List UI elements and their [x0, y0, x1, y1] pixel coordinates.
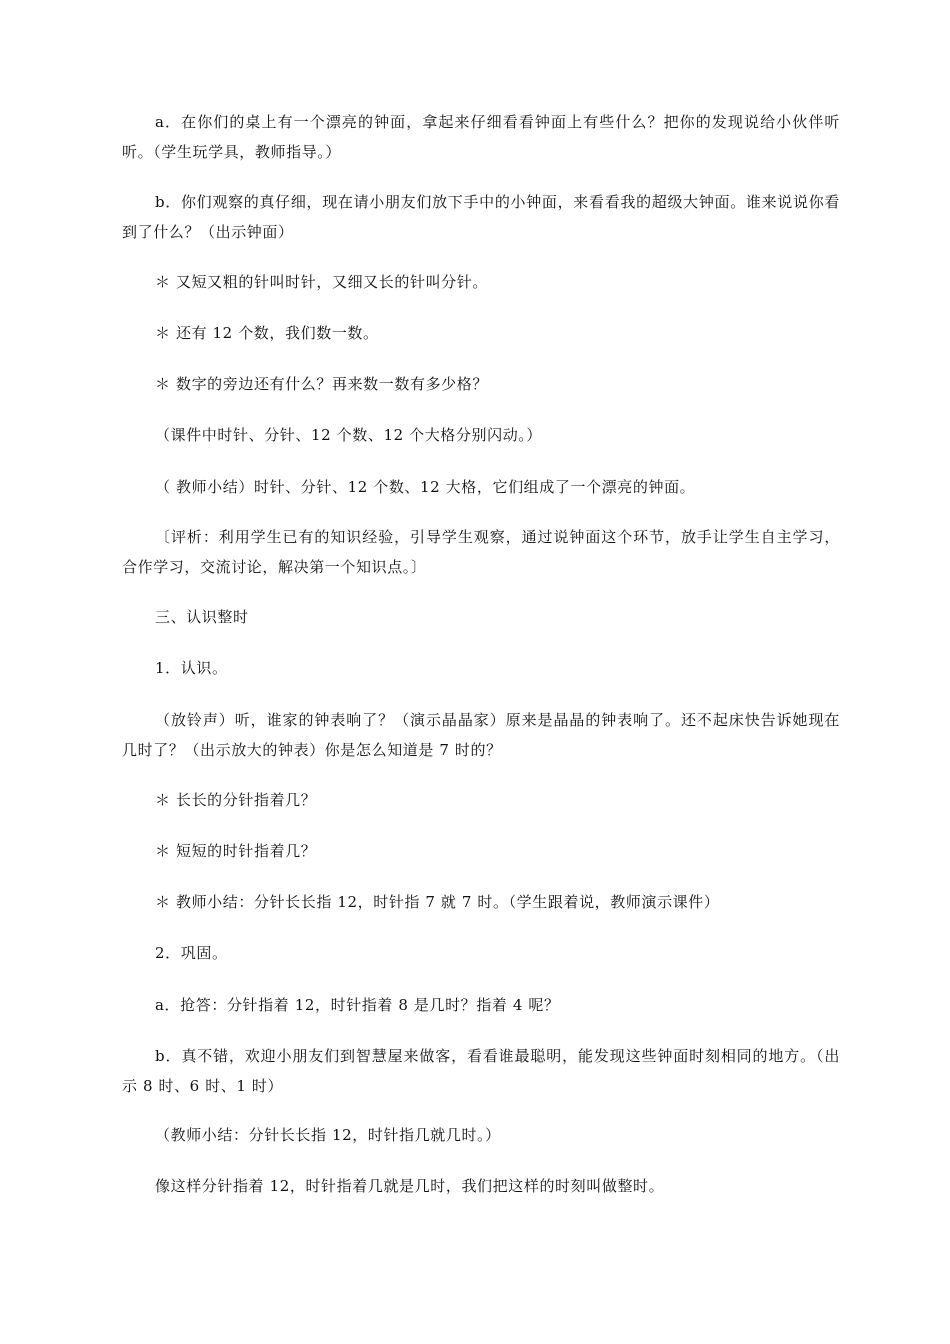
paragraph-b-wisdom-house: b．真不错，欢迎小朋友们到智慧屋来做客，看看谁最聪明，能发现这些钟面时刻相同的地方。（出示 8 时、6 时、1 时）: [122, 1047, 840, 1095]
paragraph-hour-hand-question: ＊ 短短的时针指着几？: [155, 842, 317, 860]
paragraph-twelve-numbers: ＊ 还有 12 个数，我们数一数。: [155, 324, 379, 342]
paragraph-commentary: 〔评析：利用学生已有的知识经验，引导学生观察，通过说钟面这个环节，放手让学生自主学习，合作学习，交流讨论，解决第一个知识点。〕: [122, 528, 840, 576]
paragraph-count-divisions: ＊ 数字的旁边还有什么？再来数一数有多少格？: [155, 375, 488, 393]
paragraph-a-clock-face: a．在你们的桌上有一个漂亮的钟面，拿起来仔细看看钟面上有些什么？把你的发现说给小伙伴听听。（学生玩学具，教师指导。）: [122, 113, 840, 161]
paragraph-teacher-summary-2: ＊ 教师小结：分针长长指 12，时针指 7 就 7 时。（学生跟着说，教师演示课件）: [155, 893, 720, 911]
subheading-recognize: 1．认识。: [155, 659, 228, 677]
subheading-consolidate: 2．巩固。: [155, 944, 228, 962]
paragraph-whole-hour-definition: 像这样分针指着 12，时针指着几就是几时，我们把这样的时刻叫做整时。: [155, 1177, 665, 1195]
section-heading-whole-hours: 三、认识整时: [155, 608, 249, 626]
paragraph-teacher-summary-3: （教师小结：分针长长指 12，时针指几就几时。）: [155, 1126, 501, 1144]
paragraph-b-big-clock: b．你们观察的真仔细，现在请小朋友们放下手中的小钟面，来看看我的超级大钟面。谁来说说你看到了什么？（出示钟面）: [122, 193, 840, 241]
paragraph-alarm-bell: （放铃声）听，谁家的钟表响了？（演示晶晶家）原来是晶晶的钟表响了。还不起床快告诉她现在几时了？（出示放大的钟表）你是怎么知道是 7 时的？: [122, 711, 840, 759]
paragraph-hour-minute-hands: ＊ 又短又粗的针叫时针，又细又长的针叫分针。: [155, 273, 488, 291]
paragraph-courseware-flash: （课件中时针、分针、12 个数、12 个大格分别闪动。）: [155, 426, 543, 444]
paragraph-teacher-summary-1: （ 教师小结）时针、分针、12 个数、12 大格，它们组成了一个漂亮的钟面。: [155, 478, 696, 496]
paragraph-a-quick-answer: a．抢答：分针指着 12，时针指着 8 是几时？指着 4 呢？: [155, 996, 560, 1014]
paragraph-minute-hand-question: ＊ 长长的分针指着几？: [155, 791, 317, 809]
